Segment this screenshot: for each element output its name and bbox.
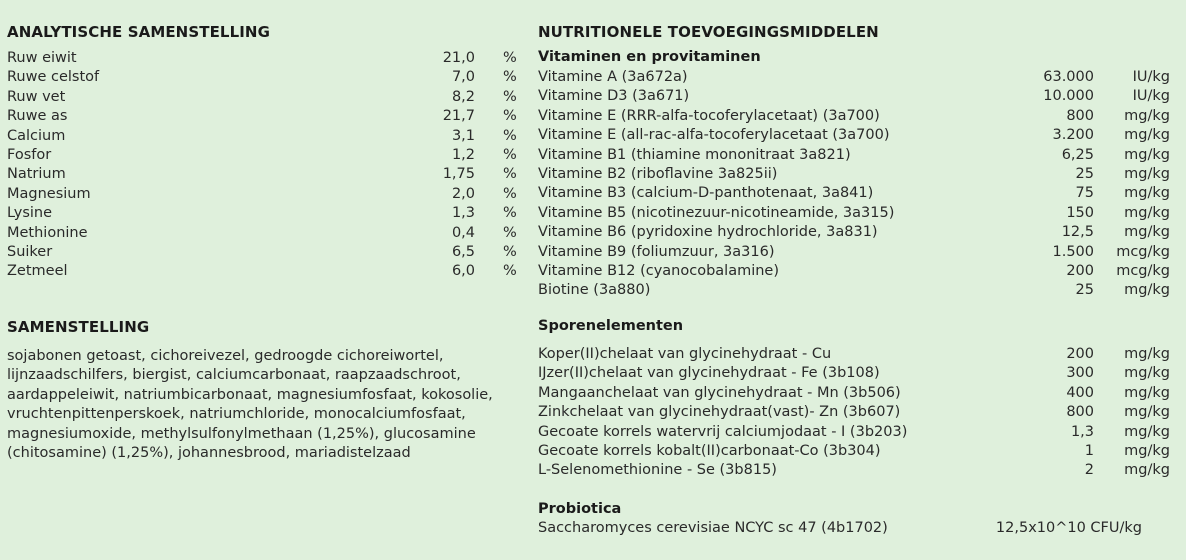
row-unit: mg/kg [1124, 365, 1170, 382]
row-unit: % [503, 166, 517, 183]
row-value: 1.500 [1052, 243, 1094, 260]
analytic-row [7, 146, 537, 165]
probiotic-row [538, 519, 1178, 538]
row-unit: mcg/kg [1116, 262, 1170, 279]
row-unit: mg/kg [1124, 127, 1170, 144]
analytic-row [7, 68, 537, 87]
row-value: 1 [1084, 442, 1094, 459]
row-value: 1,75 [442, 166, 475, 183]
analytic-row [7, 224, 537, 243]
row-label: Gecoate korrels kobalt(II)carbonaat-Co (3b304) [538, 442, 881, 459]
row-label: Vitamine E (RRR-alfa-tocoferylacetaat) (3a700) [538, 107, 880, 124]
row-label: Mangaanchelaat van glycinehydraat - Mn (3b506) [538, 384, 901, 401]
row-unit: % [503, 69, 517, 86]
vitamin-row [538, 165, 1178, 184]
row-unit: mg/kg [1124, 185, 1170, 202]
row-label: Calcium [7, 127, 66, 144]
analytic-row [7, 204, 537, 223]
row-label: Vitamine B9 (foliumzuur, 3a316) [538, 243, 775, 260]
row-value: 3.200 [1052, 127, 1094, 144]
vitamin-row [538, 107, 1178, 126]
row-value: 6,5 [451, 243, 475, 260]
row-unit: mg/kg [1124, 204, 1170, 221]
row-value: 1,2 [451, 146, 475, 163]
analytic-row [7, 88, 537, 107]
row-label: Lysine [7, 205, 53, 222]
row-unit: % [503, 88, 517, 105]
row-value: 1,3 [1070, 423, 1094, 440]
vitamin-row [538, 126, 1178, 145]
row-value: 150 [1066, 204, 1094, 221]
row-label: Magnesium [7, 185, 91, 202]
trace-row [538, 403, 1178, 422]
trace-row [538, 384, 1178, 403]
row-label: Suiker [7, 243, 53, 260]
row-value: 0,4 [451, 224, 475, 241]
vitamin-row [538, 184, 1178, 203]
vitamin-row [538, 262, 1178, 281]
row-value: 21,0 [442, 50, 475, 66]
row-label: Vitamine E (all-rac-alfa-tocoferylacetaat (3a700) [538, 127, 890, 144]
row-label: Vitamine B3 (calcium-D-panthotenaat, 3a841) [538, 185, 874, 202]
row-label: Koper(II)chelaat van glycinehydraat - Cu [538, 346, 832, 362]
vitamin-row [538, 87, 1178, 106]
row-value: 8,2 [451, 88, 475, 105]
vitamin-row [538, 68, 1178, 87]
row-value: 7,0 [451, 69, 475, 86]
row-value: 400 [1066, 384, 1094, 401]
row-unit: mcg/kg [1116, 243, 1170, 260]
row-value: 21,7 [442, 108, 475, 125]
row-unit: % [503, 185, 517, 202]
row-value: 300 [1066, 365, 1094, 382]
row-label: Saccharomyces cerevisiae NCYC sc 47 (4b1702) [538, 520, 888, 536]
analytic-row [7, 49, 537, 68]
probiotics-subheading: Probiotica [538, 501, 622, 517]
row-unit: mg/kg [1124, 224, 1170, 241]
composition-text: sojabonen getoast, cichoreivezel, gedroogde cichoreiwortel, lijnzaadschilfers, biergist, calciumcarbonaat, raapzaadschroot, aardappeleiwit, natriumbicarbonaat, magnesiumfosfaat, kokosolie, vruchtenpittenperskoek, natriumchloride, monocalciumfosfaat, magnesiumoxide, methylsulfonylmethaan (1,25%), glucosamine (chitosamine) (1,25%), johannesbrood, mariadistelzaad [7, 348, 493, 462]
row-value: 63.000 [1043, 69, 1094, 85]
row-label: IJzer(II)chelaat van glycinehydraat - Fe (3b108) [538, 365, 880, 382]
trace-row [538, 345, 1178, 364]
row-unit: mg/kg [1124, 384, 1170, 401]
row-value: 800 [1066, 107, 1094, 124]
row-unit: % [503, 224, 517, 241]
vitamin-row [538, 146, 1178, 165]
row-label: Vitamine B2 (riboflavine 3a825ii) [538, 165, 778, 182]
row-value: 10.000 [1043, 88, 1094, 105]
row-label: Fosfor [7, 146, 52, 163]
row-value: 6,25 [1061, 146, 1094, 163]
trace-elements-table [538, 345, 1178, 481]
row-label: Vitamine A (3a672a) [538, 69, 688, 85]
row-unit: mg/kg [1124, 282, 1170, 299]
row-unit: mg/kg [1124, 462, 1170, 479]
row-unit: % [503, 127, 517, 144]
vitamin-row [538, 204, 1178, 223]
analytic-row [7, 127, 537, 146]
row-unit: mg/kg [1124, 146, 1170, 163]
row-unit: % [503, 263, 517, 280]
row-value: 2,0 [451, 185, 475, 202]
row-value: 6,0 [451, 263, 475, 280]
row-value: 25 [1075, 165, 1094, 182]
vitamin-row [538, 223, 1178, 242]
analytic-table [7, 49, 537, 282]
additives-heading: NUTRITIONELE TOEVOEGINGSMIDDELEN [538, 23, 879, 41]
row-value: 800 [1066, 404, 1094, 421]
row-unit: % [503, 243, 517, 260]
row-label: Zinkchelaat van glycinehydraat(vast)- Zn (3b607) [538, 404, 901, 421]
trace-elements-subheading: Sporenelementen [538, 318, 684, 334]
row-label: Natrium [7, 166, 66, 183]
row-unit: mg/kg [1124, 165, 1170, 182]
probiotics-table [538, 519, 1178, 538]
row-value: 12,5 [1061, 224, 1094, 241]
row-label: Biotine (3a880) [538, 282, 651, 299]
row-value: 200 [1066, 346, 1094, 362]
row-label: L-Selenomethionine - Se (3b815) [538, 462, 777, 479]
trace-row [538, 423, 1178, 442]
row-label: Ruwe celstof [7, 69, 100, 86]
trace-row [538, 364, 1178, 383]
row-unit: mg/kg [1124, 442, 1170, 459]
trace-row [538, 442, 1178, 461]
row-label: Vitamine B12 (cyanocobalamine) [538, 262, 780, 279]
vitamins-subheading: Vitaminen en provitaminen [538, 49, 761, 65]
row-unit: % [503, 108, 517, 125]
row-value: 200 [1066, 262, 1094, 279]
analytic-row [7, 107, 537, 126]
analytic-row [7, 185, 537, 204]
vitamin-row [538, 281, 1178, 300]
row-unit: mg/kg [1124, 404, 1170, 421]
row-label: Gecoate korrels watervrij calciumjodaat - I (3b203) [538, 423, 908, 440]
analytic-row [7, 262, 537, 281]
row-label: Vitamine B6 (pyridoxine hydrochloride, 3a831) [538, 224, 878, 241]
row-label: Vitamine B5 (nicotinezuur-nicotineamide, 3a315) [538, 204, 895, 221]
row-unit: IU/kg [1132, 88, 1170, 105]
row-unit: % [503, 146, 517, 163]
row-unit: mg/kg [1124, 107, 1170, 124]
row-label: Methionine [7, 224, 88, 241]
row-value: 25 [1075, 282, 1094, 299]
row-value: 2 [1084, 462, 1094, 479]
row-unit: IU/kg [1132, 69, 1170, 85]
row-value: 12,5x10^10 CFU/kg [995, 520, 1142, 536]
row-label: Vitamine D3 (3a671) [538, 88, 690, 105]
vitamins-table [538, 68, 1178, 301]
row-label: Zetmeel [7, 263, 68, 280]
analytic-row [7, 165, 537, 184]
row-value: 75 [1075, 185, 1094, 202]
row-label: Ruw vet [7, 88, 66, 105]
row-unit: % [503, 50, 517, 66]
trace-row [538, 461, 1178, 480]
analytic-row [7, 243, 537, 262]
row-unit: mg/kg [1124, 346, 1170, 362]
row-label: Ruwe as [7, 108, 68, 125]
analytic-heading: ANALYTISCHE SAMENSTELLING [7, 23, 270, 41]
row-value: 1,3 [451, 205, 475, 222]
row-label: Ruw eiwit [7, 50, 77, 66]
row-unit: % [503, 205, 517, 222]
row-value: 3,1 [451, 127, 475, 144]
vitamin-row [538, 243, 1178, 262]
row-unit: mg/kg [1124, 423, 1170, 440]
composition-heading: SAMENSTELLING [7, 318, 150, 336]
row-label: Vitamine B1 (thiamine mononitraat 3a821) [538, 146, 851, 163]
